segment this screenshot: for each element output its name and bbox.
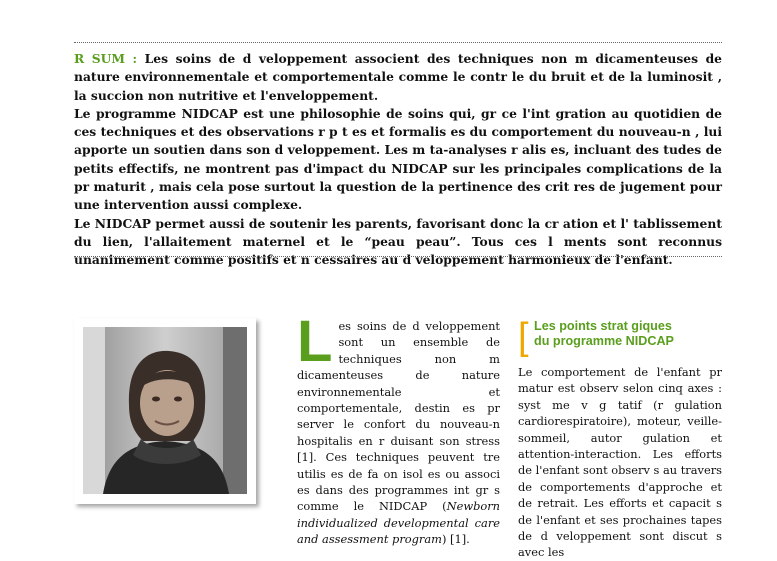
section-heading-line-1: Les points strat giques <box>534 319 672 333</box>
drop-cap-letter: L <box>297 309 333 374</box>
section-heading <box>534 319 674 349</box>
heading-bracket: [ <box>518 316 529 358</box>
abstract-paragraph-2: Le programme NIDCAP est une philosophie de soins qui, gr ce l'int gration au quotidien de ces techniques et des observations r p t es et formalis es du comportement du nouveau-n , lui apporte un soutien dans son d veloppement. Les m ta-analyses r alis es, incluant des tudes de petits effectifs, ne montrent pas d'impact du NIDCAP sur les principales complications de la pr maturit , mais cela pose surtout la question de la pertinence des crit res de jugement pour une intervention aussi complexe. <box>74 105 722 213</box>
author-photo <box>83 327 247 494</box>
column1-text: es soins de d veloppement sont un ensemble de techniques non m dicamenteuses de nature environnementale et comportementale, destin es pr server le confort du nouveau-n hospitalis en r duisant son stress [1]. Ces techniques peuvent tre utilis es de fa on isol es ou associ es dans des programmes int gr s comme le NIDCAP ( <box>297 319 500 514</box>
section-heading-line-2: du programme NIDCAP <box>534 334 674 348</box>
article-column-2 <box>518 318 722 561</box>
author-portrait-image <box>83 327 247 494</box>
section-body-text: Le comportement de l'enfant pr matur est observ selon cinq axes : syst me v g tatif (r gulation cardiorespiratoire), moteur, veille-sommeil, autor gulation et attention-interaction. Les efforts de l'enfant sont observ s au travers de comportements d'approche et de retrait. Les efforts et capacit s de l'enfant et ses prochaines tapes de d veloppement sont discut s avec les <box>518 365 723 560</box>
section-heading-block <box>518 318 722 358</box>
program-name-italic: Newborn individualized developmental care and assessment program <box>297 499 500 547</box>
abstract-box <box>74 50 722 270</box>
top-dotted-rule <box>74 42 722 43</box>
author-photo-frame <box>74 318 256 504</box>
abstract-paragraph-1 <box>74 50 722 105</box>
article-column-1 <box>297 309 500 548</box>
abstract-text-1: Les soins de d veloppement associent des techniques non m dicamenteuses de nature environnementale et comportementale comme le contr le du bruit et de la luminosit , la succion non nutritive et l'enveloppement. <box>74 51 722 103</box>
bottom-dotted-rule <box>74 256 722 257</box>
abstract-keyword: R SUM : <box>74 51 138 66</box>
column1-citation: ) [1]. <box>441 532 470 547</box>
abstract-paragraph-3: Le NIDCAP permet aussi de soutenir les parents, favorisant donc la cr ation et l' tablissement du lien, l'allaitement maternel et le “peau peau”. Tous ces l ments sont reconnus unanimement comme positifs et n cessaires au d veloppement harmonieux de l'enfant. <box>74 215 722 268</box>
